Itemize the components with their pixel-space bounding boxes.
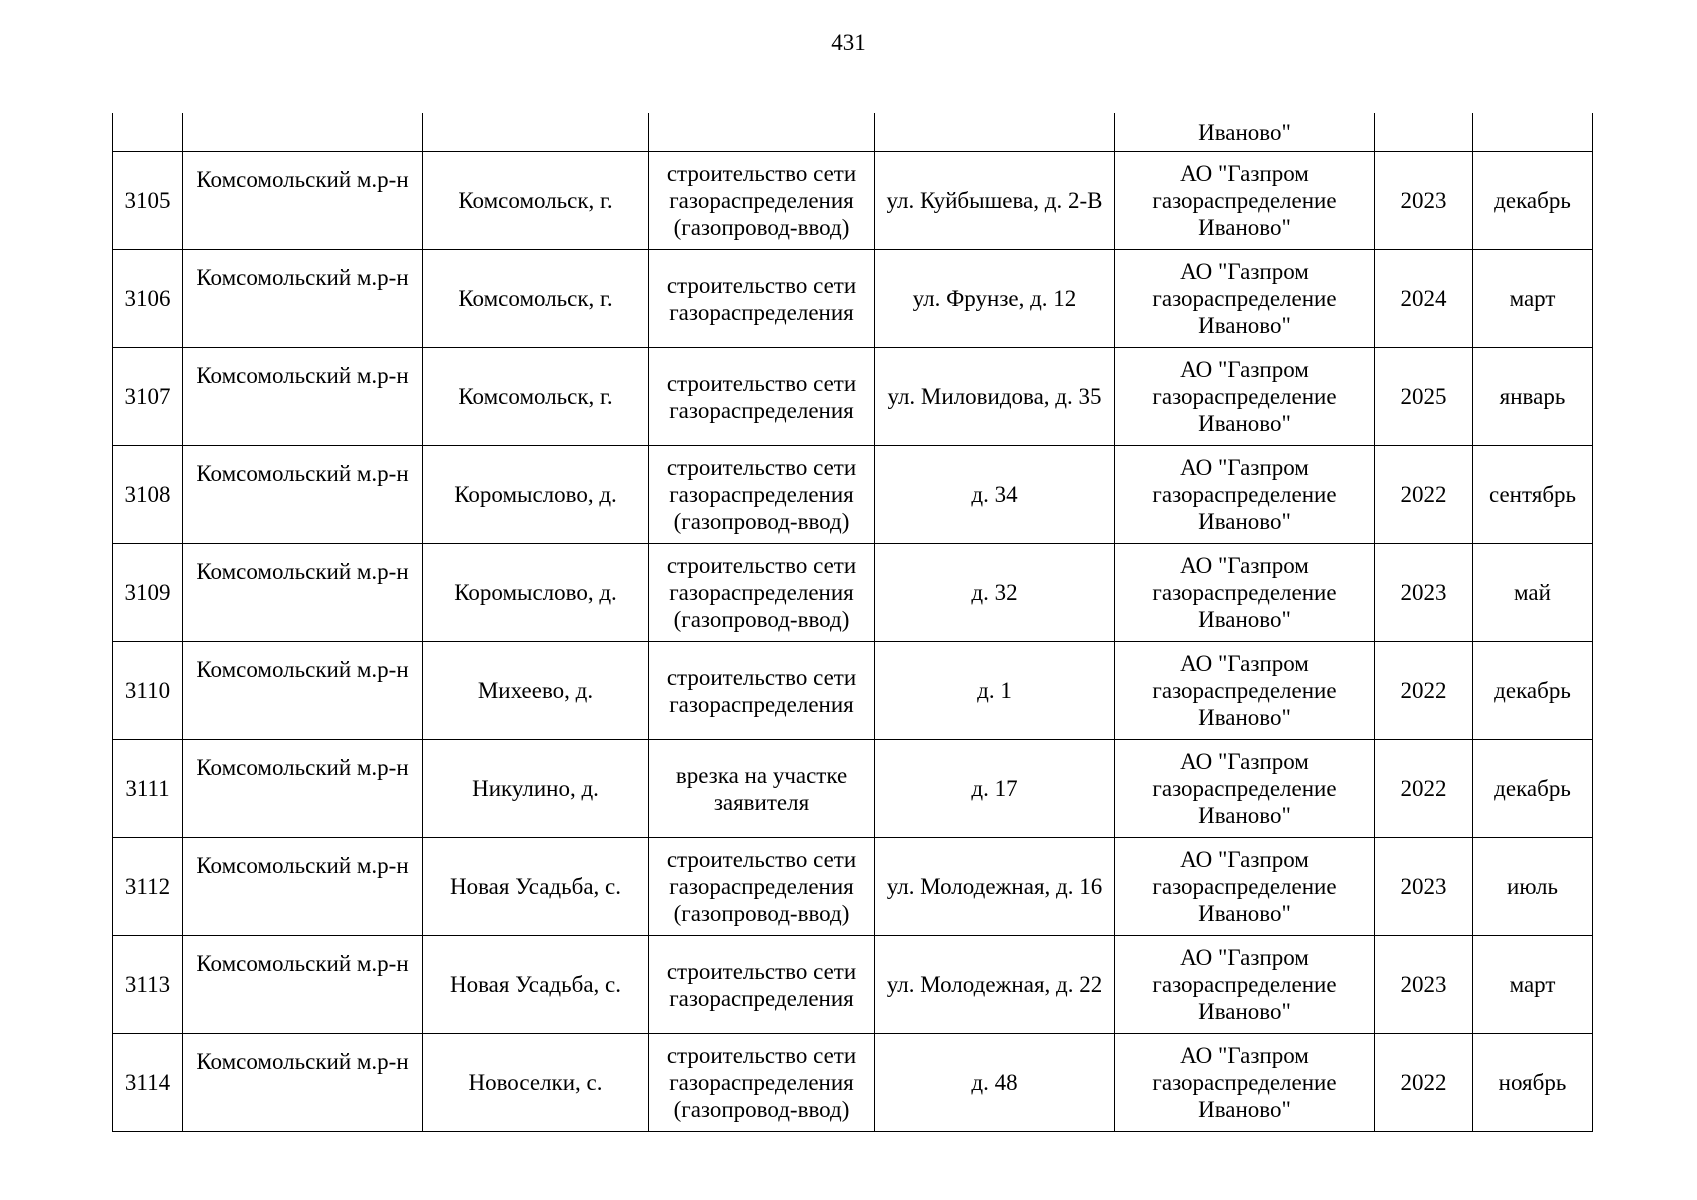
cell-number — [113, 113, 183, 152]
table-row — [113, 152, 1593, 250]
cell-work-type: строительство сети газораспределения (газопровод-ввод) — [649, 544, 875, 642]
cell-month: декабрь — [1473, 152, 1593, 250]
cell-organization: АО "Газпром газораспределение Иваново" — [1115, 152, 1375, 250]
cell-organization: АО "Газпром газораспределение Иваново" — [1115, 250, 1375, 348]
cell-address: ул. Молодежная, д. 22 — [875, 936, 1115, 1034]
cell-organization: Иваново" — [1115, 113, 1375, 152]
cell-work-type: строительство сети газораспределения — [649, 250, 875, 348]
cell-organization: АО "Газпром газораспределение Иваново" — [1115, 740, 1375, 838]
cell-month — [1473, 113, 1593, 152]
cell-district: Комсомольский м.р-н — [183, 740, 423, 838]
cell-address: ул. Фрунзе, д. 12 — [875, 250, 1115, 348]
cell-year: 2022 — [1375, 1034, 1473, 1132]
cell-organization: АО "Газпром газораспределение Иваново" — [1115, 936, 1375, 1034]
cell-month: декабрь — [1473, 740, 1593, 838]
cell-settlement — [423, 113, 649, 152]
gas-connection-table — [112, 113, 1593, 1132]
cell-address: д. 34 — [875, 446, 1115, 544]
cell-settlement: Комсомольск, г. — [423, 250, 649, 348]
cell-number: 3114 — [113, 1034, 183, 1132]
cell-settlement: Новая Усадьба, с. — [423, 838, 649, 936]
table-row — [113, 446, 1593, 544]
cell-settlement: Никулино, д. — [423, 740, 649, 838]
cell-settlement: Коромыслово, д. — [423, 446, 649, 544]
table-row — [113, 1034, 1593, 1132]
table-row — [113, 838, 1593, 936]
cell-number: 3108 — [113, 446, 183, 544]
cell-organization: АО "Газпром газораспределение Иваново" — [1115, 1034, 1375, 1132]
cell-year: 2025 — [1375, 348, 1473, 446]
cell-address: ул. Молодежная, д. 16 — [875, 838, 1115, 936]
cell-settlement: Комсомольск, г. — [423, 152, 649, 250]
cell-work-type: строительство сети газораспределения (газопровод-ввод) — [649, 1034, 875, 1132]
cell-address: д. 32 — [875, 544, 1115, 642]
cell-year: 2022 — [1375, 446, 1473, 544]
table-row — [113, 348, 1593, 446]
cell-year — [1375, 113, 1473, 152]
cell-district: Комсомольский м.р-н — [183, 838, 423, 936]
cell-work-type: врезка на участке заявителя — [649, 740, 875, 838]
cell-district: Комсомольский м.р-н — [183, 348, 423, 446]
cell-settlement: Коромыслово, д. — [423, 544, 649, 642]
cell-settlement: Новоселки, с. — [423, 1034, 649, 1132]
cell-address: ул. Куйбышева, д. 2-В — [875, 152, 1115, 250]
cell-year: 2023 — [1375, 838, 1473, 936]
page-number: 431 — [831, 30, 866, 55]
continuation-row — [113, 113, 1593, 152]
cell-year: 2023 — [1375, 544, 1473, 642]
table-row — [113, 936, 1593, 1034]
cell-district: Комсомольский м.р-н — [183, 544, 423, 642]
cell-year: 2023 — [1375, 936, 1473, 1034]
cell-address — [875, 113, 1115, 152]
cell-month: июль — [1473, 838, 1593, 936]
cell-organization: АО "Газпром газораспределение Иваново" — [1115, 446, 1375, 544]
table-body — [113, 113, 1593, 1132]
cell-month: март — [1473, 250, 1593, 348]
cell-district: Комсомольский м.р-н — [183, 936, 423, 1034]
cell-year: 2023 — [1375, 152, 1473, 250]
cell-month: май — [1473, 544, 1593, 642]
cell-month: ноябрь — [1473, 1034, 1593, 1132]
cell-month: март — [1473, 936, 1593, 1034]
cell-district: Комсомольский м.р-н — [183, 250, 423, 348]
cell-year: 2024 — [1375, 250, 1473, 348]
cell-district: Комсомольский м.р-н — [183, 152, 423, 250]
cell-organization: АО "Газпром газораспределение Иваново" — [1115, 544, 1375, 642]
cell-settlement: Михеево, д. — [423, 642, 649, 740]
cell-number: 3107 — [113, 348, 183, 446]
cell-organization: АО "Газпром газораспределение Иваново" — [1115, 348, 1375, 446]
cell-month: декабрь — [1473, 642, 1593, 740]
cell-month: сентябрь — [1473, 446, 1593, 544]
cell-number: 3113 — [113, 936, 183, 1034]
cell-district: Комсомольский м.р-н — [183, 446, 423, 544]
cell-work-type: строительство сети газораспределения (газопровод-ввод) — [649, 838, 875, 936]
cell-number: 3111 — [113, 740, 183, 838]
table-row — [113, 544, 1593, 642]
cell-number: 3109 — [113, 544, 183, 642]
table-row — [113, 642, 1593, 740]
cell-settlement: Комсомольск, г. — [423, 348, 649, 446]
cell-work-type: строительство сети газораспределения — [649, 642, 875, 740]
cell-number: 3106 — [113, 250, 183, 348]
cell-work-type: строительство сети газораспределения — [649, 936, 875, 1034]
cell-number: 3112 — [113, 838, 183, 936]
cell-address: д. 17 — [875, 740, 1115, 838]
cell-number: 3105 — [113, 152, 183, 250]
cell-address: ул. Миловидова, д. 35 — [875, 348, 1115, 446]
cell-month: январь — [1473, 348, 1593, 446]
cell-settlement: Новая Усадьба, с. — [423, 936, 649, 1034]
table-row — [113, 740, 1593, 838]
table-row — [113, 250, 1593, 348]
cell-district: Комсомольский м.р-н — [183, 642, 423, 740]
cell-district: Комсомольский м.р-н — [183, 1034, 423, 1132]
cell-organization: АО "Газпром газораспределение Иваново" — [1115, 838, 1375, 936]
cell-address: д. 48 — [875, 1034, 1115, 1132]
cell-address: д. 1 — [875, 642, 1115, 740]
cell-year: 2022 — [1375, 642, 1473, 740]
cell-district — [183, 113, 423, 152]
cell-year: 2022 — [1375, 740, 1473, 838]
cell-work-type: строительство сети газораспределения (газопровод-ввод) — [649, 152, 875, 250]
cell-work-type: строительство сети газораспределения (газопровод-ввод) — [649, 446, 875, 544]
cell-work-type — [649, 113, 875, 152]
cell-work-type: строительство сети газораспределения — [649, 348, 875, 446]
cell-number: 3110 — [113, 642, 183, 740]
cell-organization: АО "Газпром газораспределение Иваново" — [1115, 642, 1375, 740]
